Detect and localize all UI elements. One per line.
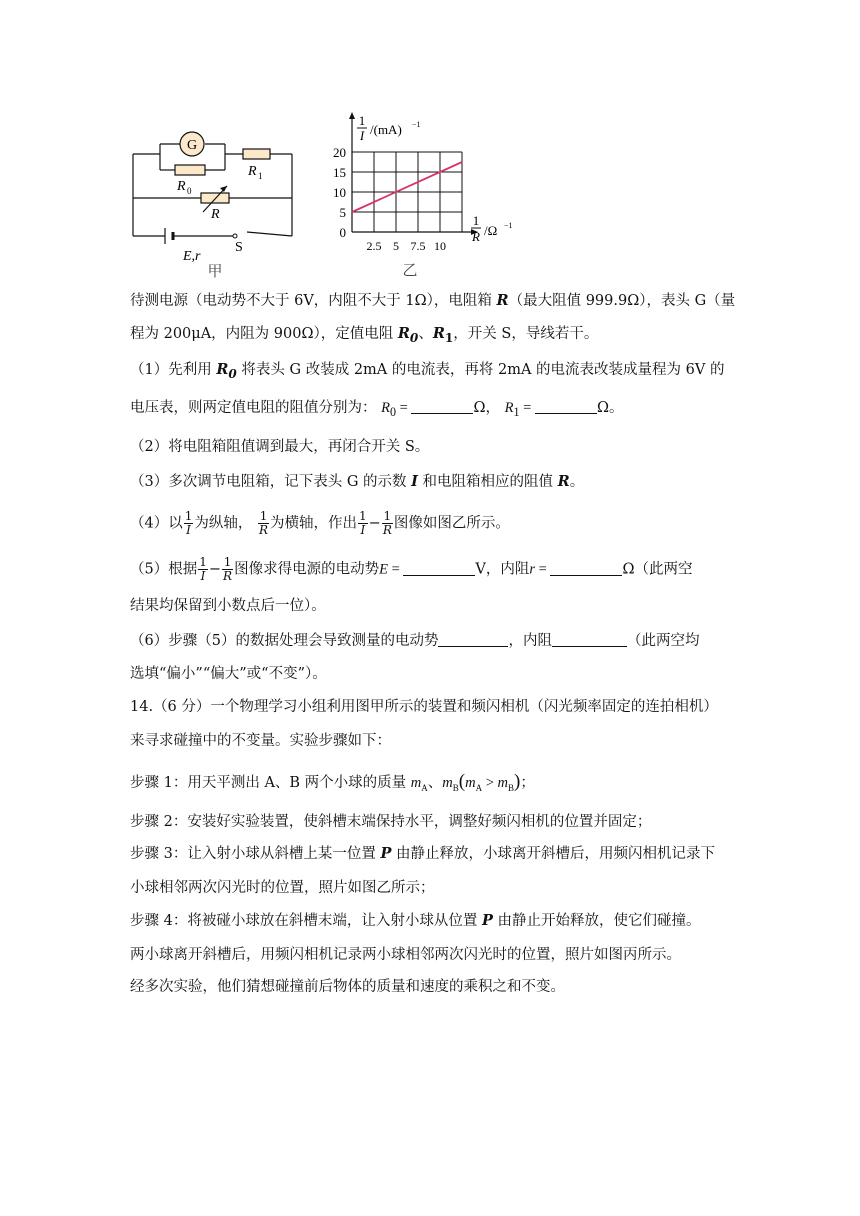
intro-line-1: 待测电源（电动势不大于 6V，内阻不大于 1Ω），电阻箱 R（最大阻值 999.9Ω），表头 G（量	[130, 292, 736, 309]
svg-text:/(mA): /(mA)	[370, 122, 402, 137]
answer-blank-emf[interactable]	[403, 561, 475, 576]
battery-symbol	[165, 228, 173, 244]
figure-jia-caption: 甲	[207, 264, 223, 280]
svg-text:1: 1	[358, 113, 366, 128]
switch-symbol	[233, 234, 237, 238]
y-tick-label: 15	[333, 165, 346, 180]
y-tick-labels	[333, 145, 346, 220]
resistor-r0	[175, 165, 205, 175]
svg-text:R: R	[472, 229, 480, 244]
svg-text:/Ω: /Ω	[484, 223, 498, 238]
y-tick-label: 5	[339, 205, 346, 220]
step-2: 步骤 2：安装好实验装置，使斜槽末端保持水平，调整好频闪相机的位置并固定；	[130, 814, 652, 830]
r0-subscript: 0	[187, 186, 192, 196]
x-tick-label: 2.5	[366, 239, 382, 253]
x-tick-label: 10	[434, 239, 446, 253]
y-tick-label: 10	[333, 185, 346, 200]
question-4: （4）以 $\frac{1}{I}$ 为纵轴， $\frac{1}{R}$ 为横轴，作出 $\frac{1}{I}$ − $\frac{1}{R}$ 图像如图乙所示。	[130, 509, 510, 537]
question-2: （2）将电阻箱阻值调到最大，再闭合开关 S。	[130, 439, 430, 455]
svg-text:−1: −1	[504, 221, 513, 230]
r1-label: R	[248, 164, 257, 179]
question-6-line-1: （6）步骤（5）的数据处理会导致测量的电动势 ，内阻 （此两空均	[130, 633, 700, 649]
question-1-line-2: 电压表，则两定值电阻的阻值分别为： $R_0 = \Omega$， $R_1 = \Omega$。	[130, 400, 624, 419]
question-3: （3）多次调节电阻箱，记下表头 G 的示数 I 和电阻箱相应的阻值 R。	[130, 473, 585, 490]
graph-grid	[352, 152, 462, 232]
answer-blank-internal-resistance[interactable]	[550, 561, 622, 576]
x-tick-label: 7.5	[410, 239, 426, 253]
question-5-line-1: （5）根据 $\frac{1}{I}$ − $\frac{1}{R}$ 图像求得电源的电动势E = V，内阻r = Ω（此两空	[130, 555, 693, 583]
y-axis-arrow	[349, 112, 355, 119]
x-tick-labels	[367, 239, 447, 253]
galvanometer-symbol	[180, 132, 204, 156]
step-1: 步骤 1：用天平测出 A、B 两个小球的质量 $m_A$、$m_B(m_A > m_B)$；	[130, 771, 535, 793]
x-tick-label: 5	[393, 239, 399, 253]
answer-blank-r0[interactable]	[411, 399, 473, 414]
y-tick-label: 20	[333, 145, 346, 160]
svg-text:−1: −1	[412, 120, 421, 129]
question-1-line-1: （1）先利用 $R_0$ 将表头 G 改装成 2mA 的电流表，再将 2mA 的电流表改装成量程为 6V 的	[130, 361, 725, 381]
figure-yi-caption: 乙	[402, 263, 418, 279]
circuit-diagram	[125, 122, 300, 282]
question-5-line-2: 结果均保留到小数点后一位）。	[130, 598, 326, 614]
svg-text:I: I	[359, 128, 365, 143]
answer-blank-emf-bias[interactable]	[438, 632, 508, 647]
switch-label: S	[235, 240, 243, 255]
svg-text:1: 1	[472, 213, 480, 228]
answer-blank-r1[interactable]	[535, 399, 597, 414]
graph-axes	[349, 112, 478, 235]
graph-figure	[318, 108, 518, 280]
data-line	[352, 162, 462, 212]
rbox-label: R	[211, 207, 220, 222]
intro-line-2: 程为 200μA，内阻为 900Ω），定值电阻 $R_0$、$R_1$，开关 S，导线若干。	[130, 325, 599, 345]
conclusion: 经多次实验，他们猜想碰撞前后物体的质量和速度的乘积之和不变。	[130, 979, 565, 995]
step-3-line-2: 小球相邻两次闪光时的位置，照片如图乙所示；	[130, 880, 435, 896]
data-line-segment	[352, 162, 462, 212]
y-axis-title	[357, 113, 421, 143]
origin-label: 0	[339, 225, 346, 240]
problem-14-line-1: 14.（6 分）一个物理学习小组利用图甲所示的装置和频闪相机（闪光频率固定的连拍相机）	[130, 699, 718, 715]
r0-label: R	[177, 179, 186, 194]
step-3-line-1: 步骤 3：让入射小球从斜槽上某一位置 P 由静止释放，小球离开斜槽后，用频闪相机记录下	[130, 845, 715, 862]
step-4-line-1: 步骤 4：将被碰小球放在斜槽末端，让入射小球从位置 P 由静止开始释放，使它们碰撞。	[130, 912, 701, 929]
x-axis-title	[471, 213, 513, 244]
answer-blank-resistance-bias[interactable]	[552, 632, 627, 647]
question-6-line-2: 选填“偏小”“偏大”或“不变”）。	[130, 666, 327, 682]
problem-14-line-2: 来寻求碰撞中的不变量。实验步骤如下：	[130, 733, 391, 749]
step-4-line-2: 两小球离开斜槽后，用频闪相机记录两小球相邻两次闪光时的位置，照片如图丙所示。	[130, 947, 681, 963]
resistor-r1	[243, 149, 270, 159]
galvanometer-label: G	[186, 138, 198, 153]
source-label: E,r	[183, 249, 201, 264]
r1-subscript: 1	[258, 171, 263, 181]
